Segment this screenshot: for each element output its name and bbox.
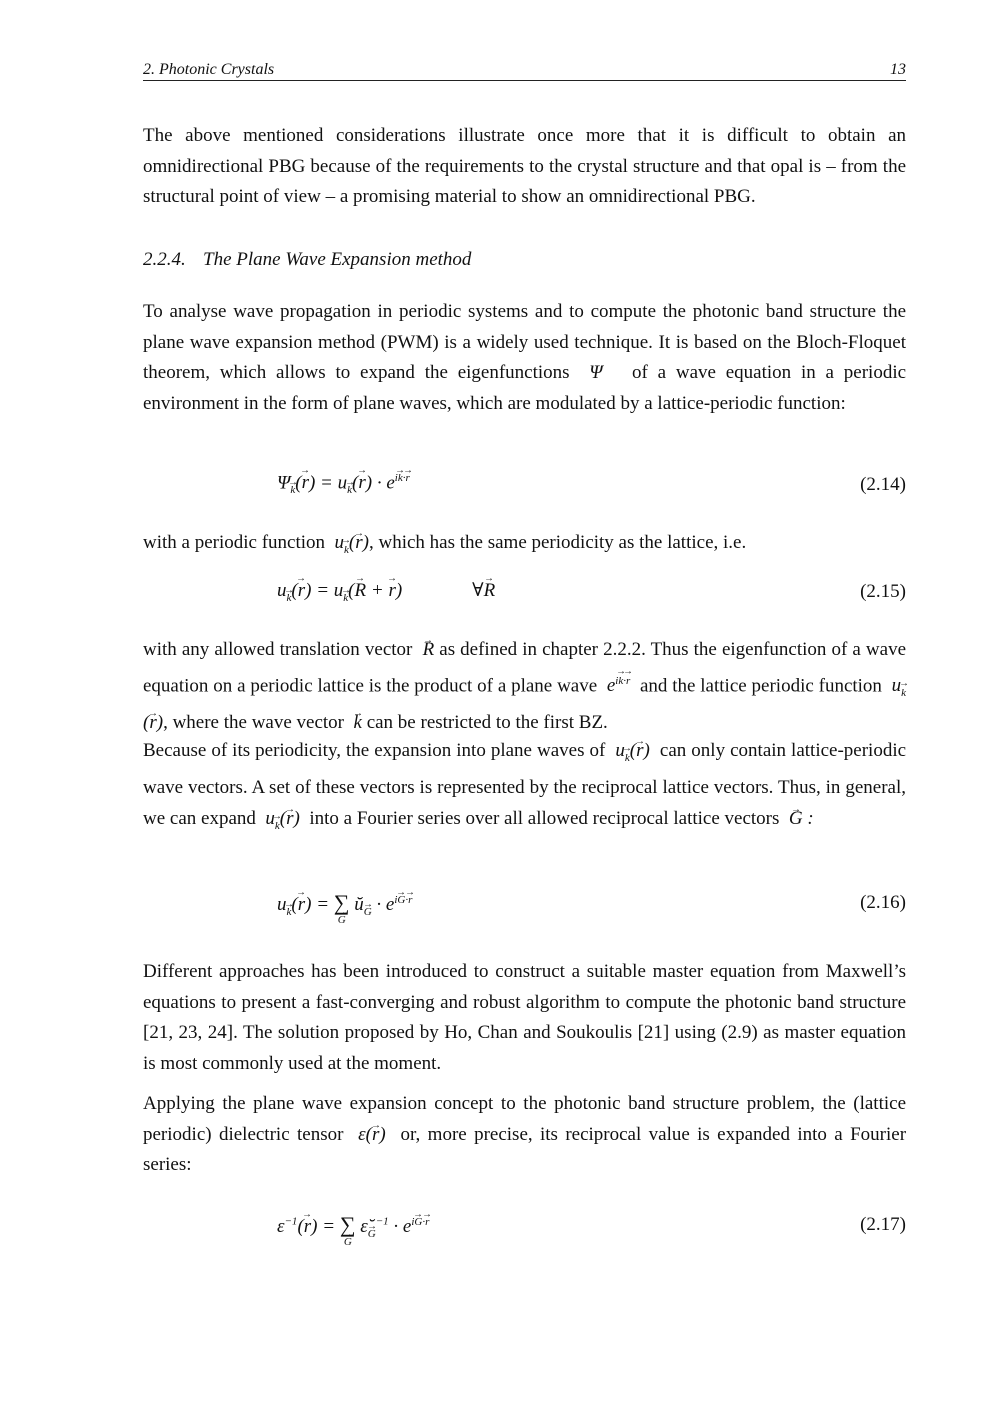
paragraph-pwm-text-1: To analyse wave propagation in periodic systems and to compute the photonic band structure the plane wave expansion method (PWM) is a widely used technique. It is based on the Bloch-Floquet theorem, which allows to expand the eigenfunctions (143, 301, 906, 383)
paragraph-periodicity-text-3: into a Fourier series over all allowed reciprocal lattice vectors (309, 807, 780, 829)
equation-2-15-number: (2.15) (860, 581, 906, 602)
paragraph-periodicity-text-2: can only contain lattice-periodic wave vectors. A set of these vectors is represented by the reciprocal lattice vectors. Thus, in general, we can expand (143, 740, 907, 829)
equation-2-17 (143, 1212, 906, 1248)
paragraph-translation-text-5: can be restricted to the first BZ. (366, 712, 608, 734)
header-chapter: 2. Photonic Crystals (143, 61, 275, 78)
equation-2-14 (143, 472, 906, 508)
section-title: The Plane Wave Expansion method (203, 249, 472, 270)
equation-2-16-formula: $u_k \to(r$ →) = ∑ G → $ŭ_G$ → · $e^{iG \to\cdot r}$ → (277, 890, 412, 918)
equation-2-17-number: (2.17) (860, 1214, 906, 1235)
equation-2-15-formula: $u_k \to(r$ →) = $u_k \to(R$ → + r →) ∀R → (277, 579, 495, 604)
paragraph-translation-text-4: , where the wave vector (163, 712, 344, 734)
paragraph-translation-text-2: as defined in chapter 2.2.2. Thus the eigenfunction of a wave equation on a periodic lattice is the product of a plane wave (143, 639, 907, 696)
paragraph-periodic-text-2: , which has the same periodicity as the lattice, i.e. (368, 532, 747, 553)
equation-2-16-number: (2.16) (860, 892, 906, 913)
paragraph-periodic-text-1: with a periodic function (143, 532, 326, 553)
paragraph-intro: The above mentioned considerations illustrate once more that it is difficult to obtain an omnidirectional PBG because of the requirements to the crystal structure and that opal is – from the structural point of view – a promising material to show an omnidirectional PBG. (143, 125, 906, 207)
paragraph-pwm-text-2: of a wave equation in a periodic environment in the form of plane waves, which are modulated by a lattice-periodic function: (143, 362, 907, 414)
equation-2-14-number: (2.14) (860, 474, 906, 495)
paragraph-periodic-function (143, 528, 906, 565)
paragraph-dielectric (143, 1089, 906, 1181)
inline-math-k: k → (349, 712, 367, 733)
paragraph-periodicity (143, 736, 906, 841)
inline-math-u-k: $u_k \to(r$ →) (330, 532, 369, 553)
equation-2-15 (143, 579, 906, 615)
inline-math-u-k-4: $u_k \to(r$ →) (261, 808, 305, 829)
equation-2-14-formula: $\Psi_k \to(r$ →) = $u_k \to(r$ →) · $e^{ik \to\cdot r}$ → (277, 472, 410, 496)
paragraph-translation-text-3: and the lattice periodic function (639, 674, 882, 696)
inline-math-R: R → (417, 639, 439, 660)
paragraph-pwm (143, 297, 906, 419)
equation-2-16 (143, 890, 906, 926)
inline-math-G: G → : (784, 808, 814, 829)
paragraph-translation-text-1: with any allowed translation vector (143, 639, 413, 660)
paragraph-translation-vector (143, 635, 906, 739)
paragraph-dielectric-text-2: or, more precise, its reciprocal value is expanded into a Fourier series: (143, 1123, 907, 1175)
inline-math-u-k-2: $u_k \to(r$ →) (143, 675, 906, 733)
running-header (143, 60, 906, 81)
inline-math-epsilon: ε(r →) (351, 1124, 393, 1145)
paragraph-approaches: Different approaches has been introduced to construct a suitable master equation from Maxwell’s equations to present a fast-converging and robust algorithm to compute the photonic band structure [21, 23, 24]. The solution proposed by Ho, Chan and Soukoulis [21] using (2.9) as master equation is most commonly used at the moment. (143, 961, 906, 1074)
section-number: 2.2.4. (143, 249, 186, 270)
paragraph-dielectric-text-1: Applying the plane wave expansion concept to the photonic band structure problem, the (lattice periodic) dielectric tensor (143, 1093, 906, 1145)
section-heading (143, 249, 471, 271)
paragraph-periodicity-text-1: Because of its periodicity, the expansion into plane waves of (143, 740, 606, 761)
equation-2-17-formula: $\varepsilon^{-1}(r$ →) = ∑ G → $\varepsilon̆_G \to^{-1} \cdot e^{iG \to\cdot r}$ → (277, 1212, 429, 1240)
inline-math-plane-wave: $e^{ik \to\cdot r}$ → (602, 675, 635, 696)
header-page-number: 13 (890, 61, 906, 78)
inline-math-u-k-3: $u_k \to(r$ →) (610, 740, 655, 761)
psi-symbol: Ψ (579, 362, 623, 383)
